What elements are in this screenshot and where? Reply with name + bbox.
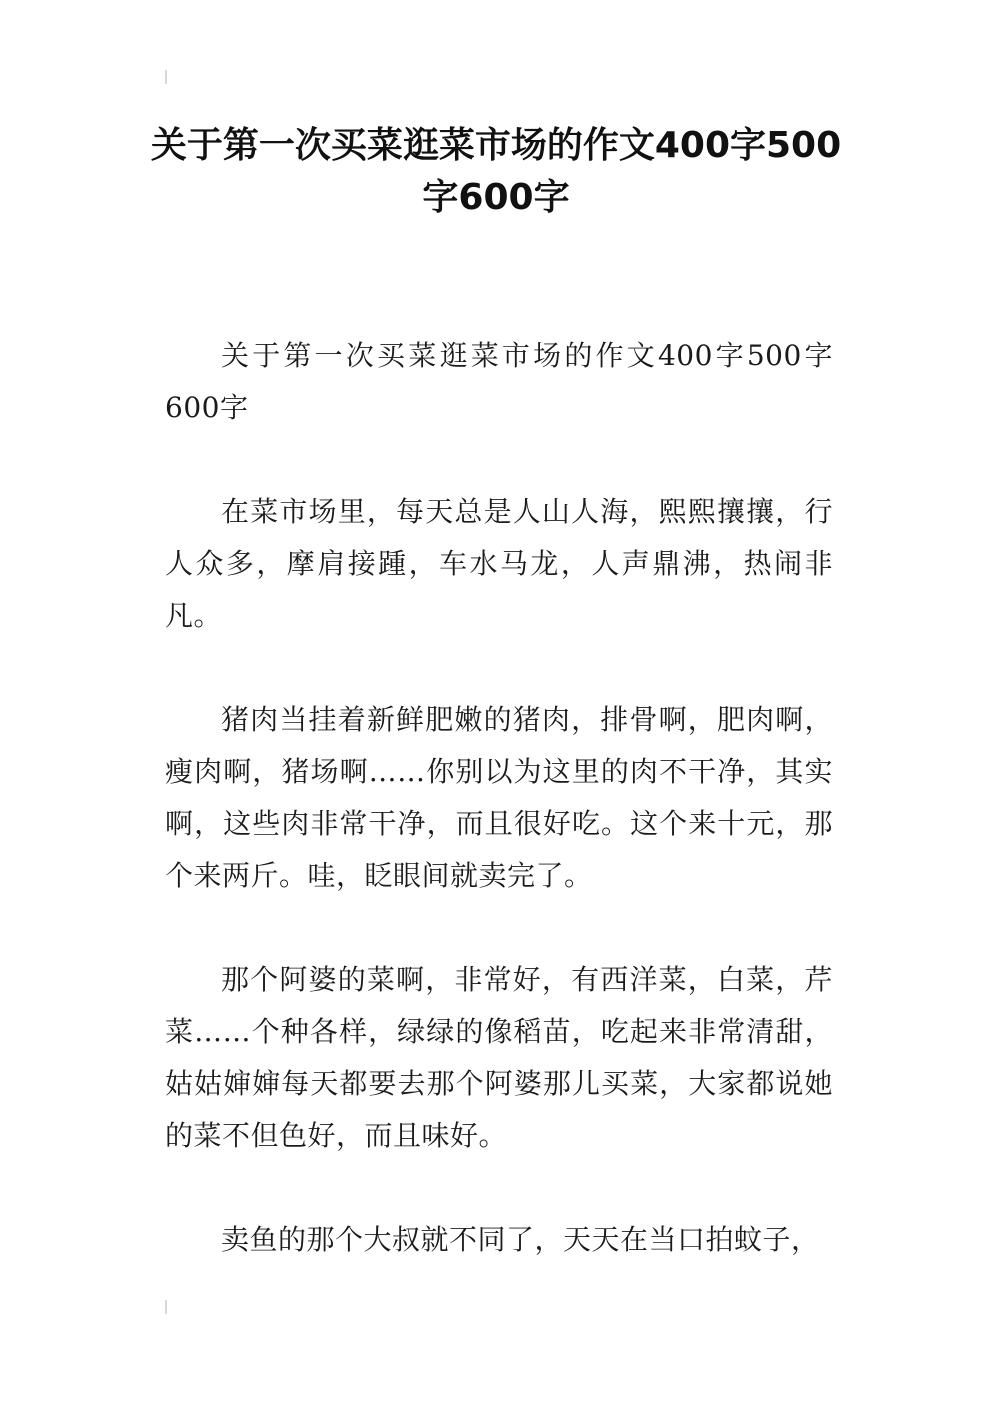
body-paragraph-title: 关于第一次买菜逛菜市场的作文400字500字600字 [165,339,833,424]
document-title: 关于第一次买菜逛菜市场的作文400字500字600字 [150,125,842,218]
body-paragraph: 那个阿婆的菜啊，非常好，有西洋菜，白菜，芹菜……个种各样，绿绿的像稻苗，吃起来非常清甜，姑姑婶婶每天都要去那个阿婆那儿买菜，大家都说她的菜不但色好，而且味好。 [165,963,833,1152]
body-paragraph: 猪肉当挂着新鲜肥嫩的猪肉，排骨啊，肥肉啊，瘦肉啊，猪场啊……你别以为这里的肉不干净，其实啊，这些肉非常干净，而且很好吃。这个来十元，那个来两斤。哇，眨眼间就卖完了。 [165,703,833,892]
document-body [165,330,833,1318]
page-corner-mark [165,1300,167,1314]
page-corner-mark [165,70,167,84]
body-paragraph: 卖鱼的那个大叔就不同了，天天在当口拍蚊子， [221,1223,820,1256]
body-paragraph: 在菜市场里，每天总是人山人海，熙熙攘攘，行人众多，摩肩接踵，车水马龙，人声鼎沸，热闹非凡。 [165,495,833,632]
